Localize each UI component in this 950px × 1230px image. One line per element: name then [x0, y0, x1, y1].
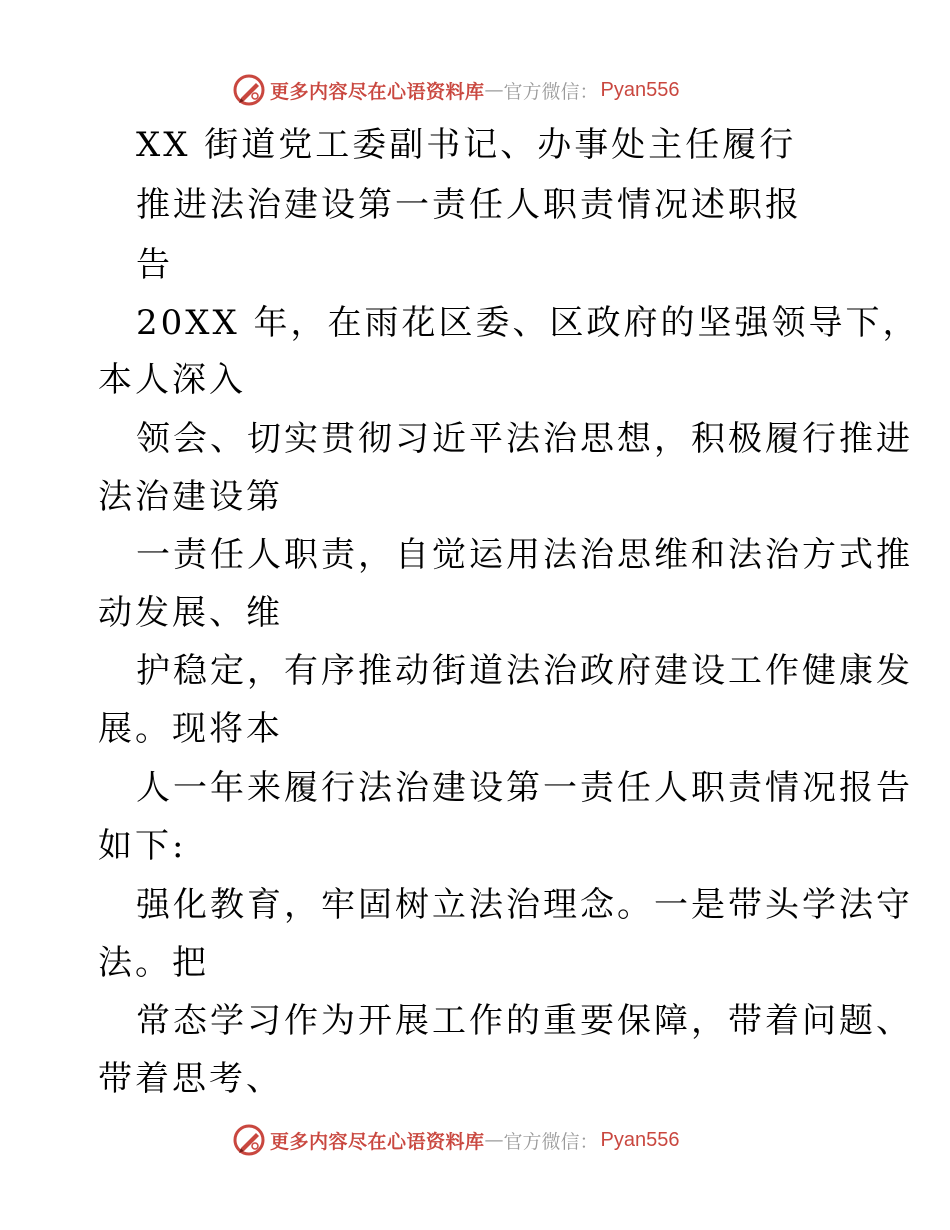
pen-seal-icon — [232, 1123, 266, 1157]
doc-body-line-9: 人一年来履行法治建设第一责任人职责情况报告 — [136, 768, 913, 808]
doc-body-line-4: 法治建设第 — [98, 477, 283, 517]
watermark-wechat-id: Pyan556 — [600, 78, 680, 101]
pen-seal-icon — [232, 73, 266, 107]
doc-body-line-7: 护稳定，有序推动街道法治政府建设工作健康发 — [136, 651, 913, 691]
doc-body-line-14: 带着思考、 — [98, 1059, 283, 1099]
doc-title-line-2: 推进法治建设第一责任人职责情况述职报 — [136, 185, 802, 225]
watermark-banner-bottom — [232, 1120, 680, 1160]
watermark-wechat-id: Pyan556 — [600, 1128, 680, 1151]
doc-body-line-5: 一责任人职责，自觉运用法治思维和法治方式推 — [136, 535, 913, 575]
watermark-banner-top — [232, 70, 680, 110]
doc-body-line-2: 本人深入 — [98, 360, 246, 400]
watermark-brand-text: 更多内容尽在心语资料库 — [270, 80, 485, 103]
doc-body-line-13: 常态学习作为开展工作的重要保障，带着问题、 — [136, 1001, 913, 1041]
watermark-dash: — — [484, 1129, 504, 1151]
watermark-wechat-label: 官方微信： — [503, 80, 599, 103]
doc-body-line-8: 展。现将本 — [98, 709, 283, 749]
doc-body-line-1: 20XX 年，在雨花区委、区政府的坚强领导下， — [136, 303, 920, 343]
doc-body-line-12: 法。把 — [98, 943, 209, 983]
doc-body-line-3: 领会、切实贯彻习近平法治思想，积极履行推进 — [136, 419, 913, 459]
watermark-wechat-label: 官方微信： — [503, 1130, 599, 1153]
doc-body-line-6: 动发展、维 — [98, 593, 283, 633]
doc-title-line-1: XX 街道党工委副书记、办事处主任履行 — [136, 125, 797, 165]
doc-body-line-10: 如下: — [98, 826, 187, 866]
watermark-brand-text: 更多内容尽在心语资料库 — [270, 1130, 485, 1153]
watermark-dash: — — [484, 79, 504, 101]
doc-title-line-3: 告 — [136, 245, 173, 285]
doc-body-line-11: 强化教育，牢固树立法治理念。一是带头学法守 — [136, 885, 913, 925]
